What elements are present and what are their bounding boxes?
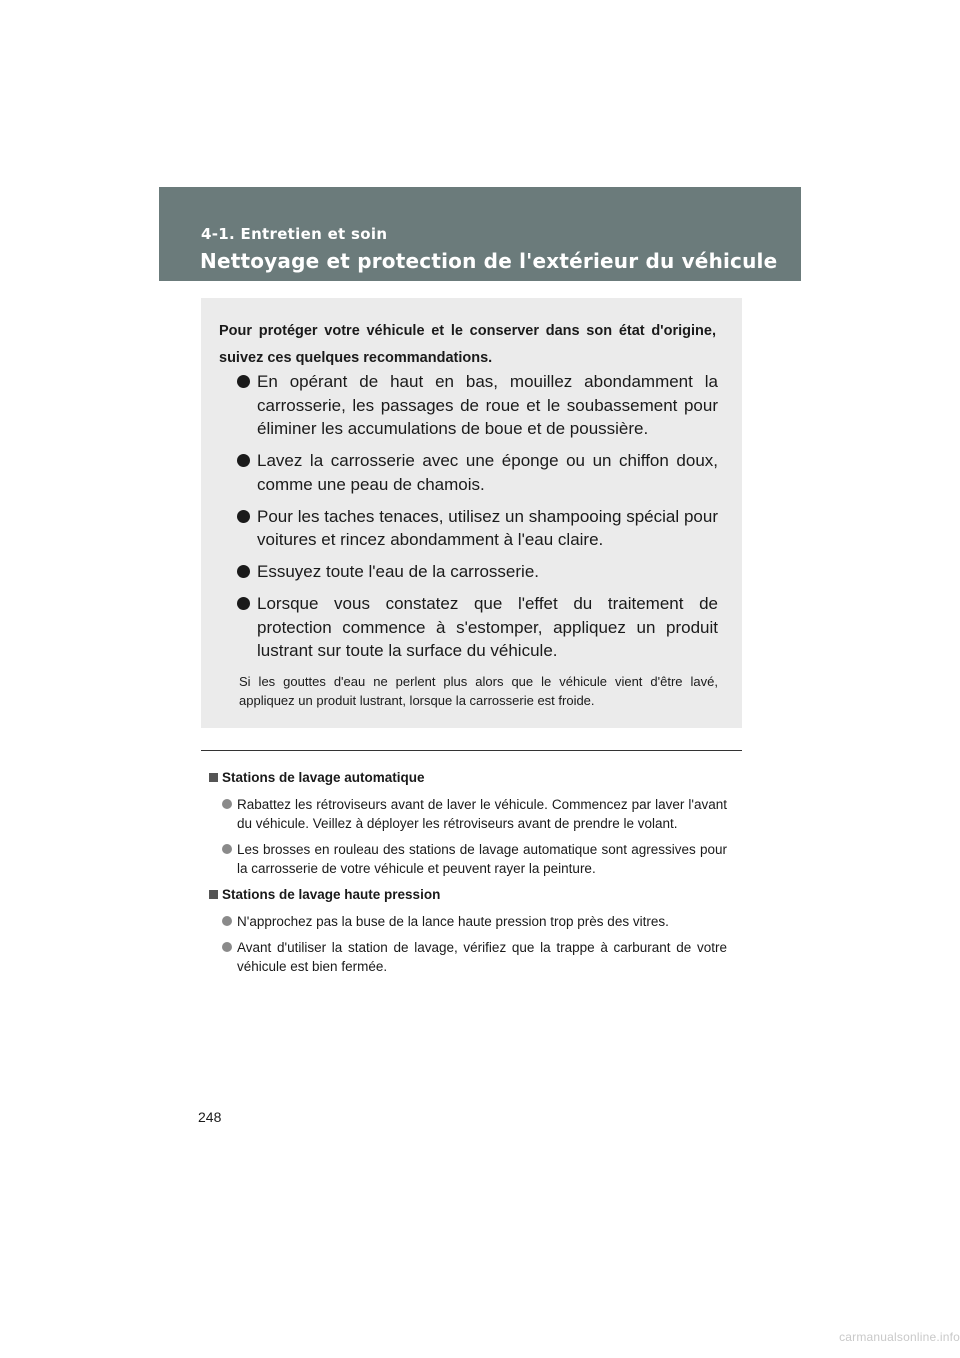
list-item-text: Lorsque vous constatez que l'effet du traitement de protection commence à s'estomper, appliquez un produit lustrant sur toute la surface du véhicule. — [257, 594, 718, 660]
page-title: Nettoyage et protection de l'extérieur du véhicule — [200, 249, 778, 273]
bullet-icon — [237, 565, 250, 578]
list-item-text: Rabattez les rétroviseurs avant de laver le véhicule. Commencez par laver l'avant du véhicule. Veillez à déployer les rétroviseurs avant de prendre le volant. — [237, 797, 727, 831]
square-bullet-icon — [209, 890, 218, 899]
recommendation-list — [237, 370, 718, 671]
info-box — [201, 298, 742, 728]
list-item-text: N'approchez pas la buse de la lance haute pression trop près des vitres. — [237, 914, 669, 929]
info-note: Si les gouttes d'eau ne perlent plus alors que le véhicule vient d'être lavé, appliquez un produit lustrant, lorsque la carrosserie est froide. — [239, 674, 718, 708]
bullet-icon — [222, 942, 232, 952]
list-item — [237, 449, 718, 496]
bullet-icon — [237, 375, 250, 388]
bullet-icon — [237, 454, 250, 467]
notes-section — [209, 768, 727, 983]
square-bullet-icon — [209, 773, 218, 782]
note-heading-text: Stations de lavage haute pression — [222, 887, 441, 902]
page-number: 248 — [198, 1109, 222, 1125]
list-item — [237, 560, 718, 584]
watermark: carmanualsonline.info — [839, 1330, 960, 1344]
list-item-text: Lavez la carrosserie avec une éponge ou un chiffon doux, comme une peau de chamois. — [257, 451, 718, 494]
note-list-automatic-wash — [209, 795, 727, 878]
list-item-text: Avant d'utiliser la station de lavage, vérifiez que la trappe à carburant de votre véhicule est bien fermée. — [237, 940, 727, 974]
list-item — [222, 795, 727, 833]
chapter-header — [159, 187, 801, 281]
note-heading-high-pressure-wash — [209, 885, 727, 905]
list-item-text: Les brosses en rouleau des stations de lavage automatique sont agressives pour la carrosserie de votre véhicule et peuvent rayer la peinture. — [237, 842, 727, 876]
list-item — [237, 370, 718, 441]
bullet-icon — [237, 510, 250, 523]
list-item-text: Essuyez toute l'eau de la carrosserie. — [257, 562, 540, 581]
bullet-icon — [222, 916, 232, 926]
list-item-text: Pour les taches tenaces, utilisez un shampooing spécial pour voitures et rincez abondamment à l'eau claire. — [257, 506, 718, 549]
list-item — [222, 840, 727, 878]
note-heading-automatic-wash — [209, 768, 727, 788]
list-item-text: En opérant de haut en bas, mouillez abondamment la carrosserie, les passages de roue et le soubassement pour éliminer les accumulations de boue et de poussière. — [257, 372, 718, 438]
section-label: 4-1. Entretien et soin — [201, 225, 388, 243]
bullet-icon — [222, 799, 232, 809]
list-item — [237, 505, 718, 552]
list-item — [222, 912, 727, 931]
bullet-icon — [237, 597, 250, 610]
intro-text: Pour protéger votre véhicule et le conserver dans son état d'origine, suivez ces quelques recommandations. — [219, 323, 716, 366]
list-item — [237, 592, 718, 663]
note-heading-text: Stations de lavage automatique — [222, 770, 425, 785]
divider — [201, 750, 742, 751]
note-list-high-pressure-wash — [209, 912, 727, 976]
bullet-icon — [222, 844, 232, 854]
list-item — [222, 938, 727, 976]
